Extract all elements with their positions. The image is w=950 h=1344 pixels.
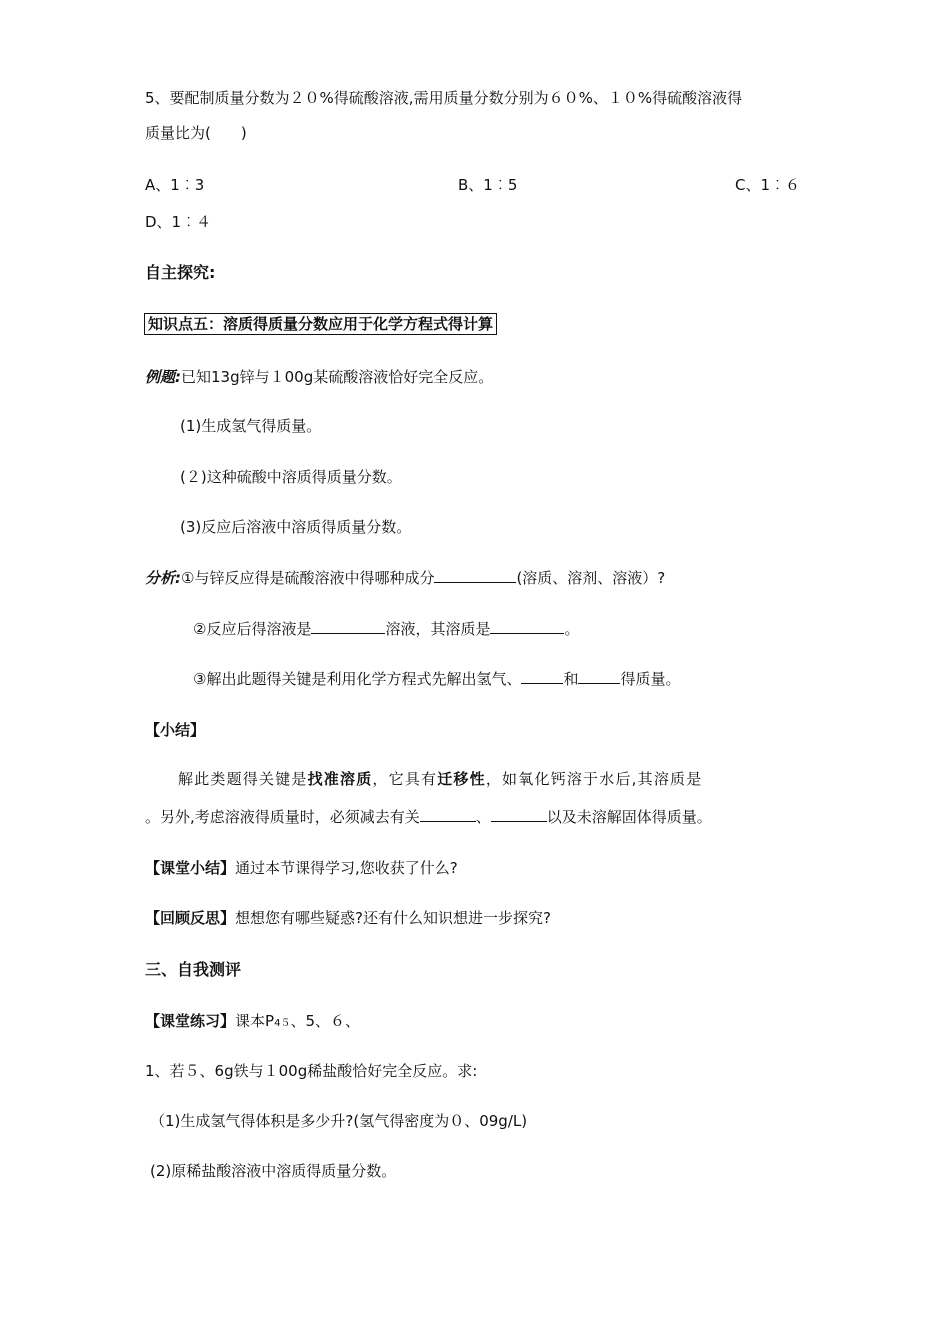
practice-label: 【课堂练习】 (145, 1012, 236, 1030)
class-summary-label: 【课堂小结】 (145, 859, 236, 877)
blank-product-1[interactable] (521, 669, 563, 684)
analysis-1-hint: (溶质、溶剂、溶液）? (516, 569, 666, 587)
analysis-line-1 (145, 567, 665, 589)
summary-text-c: ，它具有 (372, 770, 438, 788)
summary-text-e: ，如氧化钙溶于水后,其溶质是 (485, 770, 703, 788)
blank-solute[interactable] (490, 619, 564, 634)
class-summary-text: 通过本节课得学习,您收获了什么? (235, 859, 458, 877)
sub-question-2: (２)这种硫酸中溶质得质量分数。 (180, 468, 402, 486)
blank-subtract-2[interactable] (491, 807, 547, 822)
summary-paragraph-2 (145, 806, 712, 828)
summary-key-solute: 找准溶质 (307, 770, 373, 788)
class-summary-line (145, 857, 458, 879)
summary-separator: 、 (475, 808, 491, 826)
analysis-label: 分析: (145, 569, 181, 587)
analysis-line-2 (193, 618, 579, 640)
example-text: 已知13g锌与１00g某硫酸溶液恰好完全反应。 (181, 368, 494, 386)
blank-subtract-1[interactable] (420, 807, 476, 822)
analysis-1-text: ①与锌反应得是硫酸溶液中得哪种成分 (181, 569, 435, 587)
example-label: 例题: (145, 368, 181, 386)
blank-component[interactable] (434, 568, 516, 583)
analysis-3-end: 得质量。 (620, 670, 681, 688)
self-test-heading: 三、自我测评 (145, 960, 242, 979)
analysis-2-text: ②反应后得溶液是 (193, 620, 312, 638)
analysis-2-end: 。 (564, 620, 580, 638)
practice-page-subscript: 4５ (274, 1018, 291, 1029)
practice-rest: 、5、６、 (290, 1012, 360, 1030)
blank-solution-type[interactable] (311, 619, 385, 634)
summary-title: 【小结】 (145, 721, 206, 739)
exercise-1-part-2: (2)原稀盐酸溶液中溶质得质量分数。 (150, 1162, 397, 1180)
exercise-1-part-1: （1)生成氢气得体积是多少升?(氢气得密度为０、09g/L) (150, 1112, 528, 1130)
analysis-3-mid: 和 (563, 670, 579, 688)
option-d: D、1︰４ (145, 213, 212, 231)
summary-key-migration: 迁移性 (437, 770, 486, 788)
knowledge-point-box: 知识点五：溶质得质量分数应用于化学方程式得计算 (144, 313, 497, 335)
practice-line (145, 1010, 360, 1035)
exercise-1: 1、若５、6g铁与１00g稀盐酸恰好完全反应。求: (145, 1062, 478, 1080)
option-a: A、1︰3 (145, 176, 205, 194)
review-text: 想想您有哪些疑惑?还有什么知识想进一步探究? (235, 909, 551, 927)
summary-text-a: 解此类题得关键是 (178, 770, 308, 788)
sub-question-1: (1)生成氢气得质量。 (180, 417, 322, 435)
analysis-3-text: ③解出此题得关键是利用化学方程式先解出氢气、 (193, 670, 522, 688)
option-c: C、1︰６ (735, 176, 801, 194)
summary-text-p2c: 以及未溶解固体得质量。 (546, 808, 712, 826)
question-5-line2: 质量比为( ) (145, 124, 247, 142)
option-b: B、1︰5 (458, 176, 518, 194)
summary-text-p2a: 。另外,考虑溶液得质量时，必须减去有关 (145, 808, 420, 826)
example-line (145, 366, 493, 388)
blank-product-2[interactable] (578, 669, 620, 684)
knowledge-point-title (144, 313, 497, 335)
analysis-line-3 (193, 668, 680, 690)
sub-question-3: (3)反应后溶液中溶质得质量分数。 (180, 518, 412, 536)
practice-text: 课本P (235, 1012, 275, 1030)
question-5-line1: 5、要配制质量分数为２０%得硫酸溶液,需用质量分数分别为６０%、１０%得硫酸溶液得 (145, 89, 743, 107)
explore-heading: 自主探究: (145, 263, 216, 282)
analysis-2-mid: 溶液，其溶质是 (385, 620, 491, 638)
summary-paragraph-1 (178, 768, 702, 790)
review-line (145, 907, 551, 929)
review-label: 【回顾反思】 (145, 909, 236, 927)
